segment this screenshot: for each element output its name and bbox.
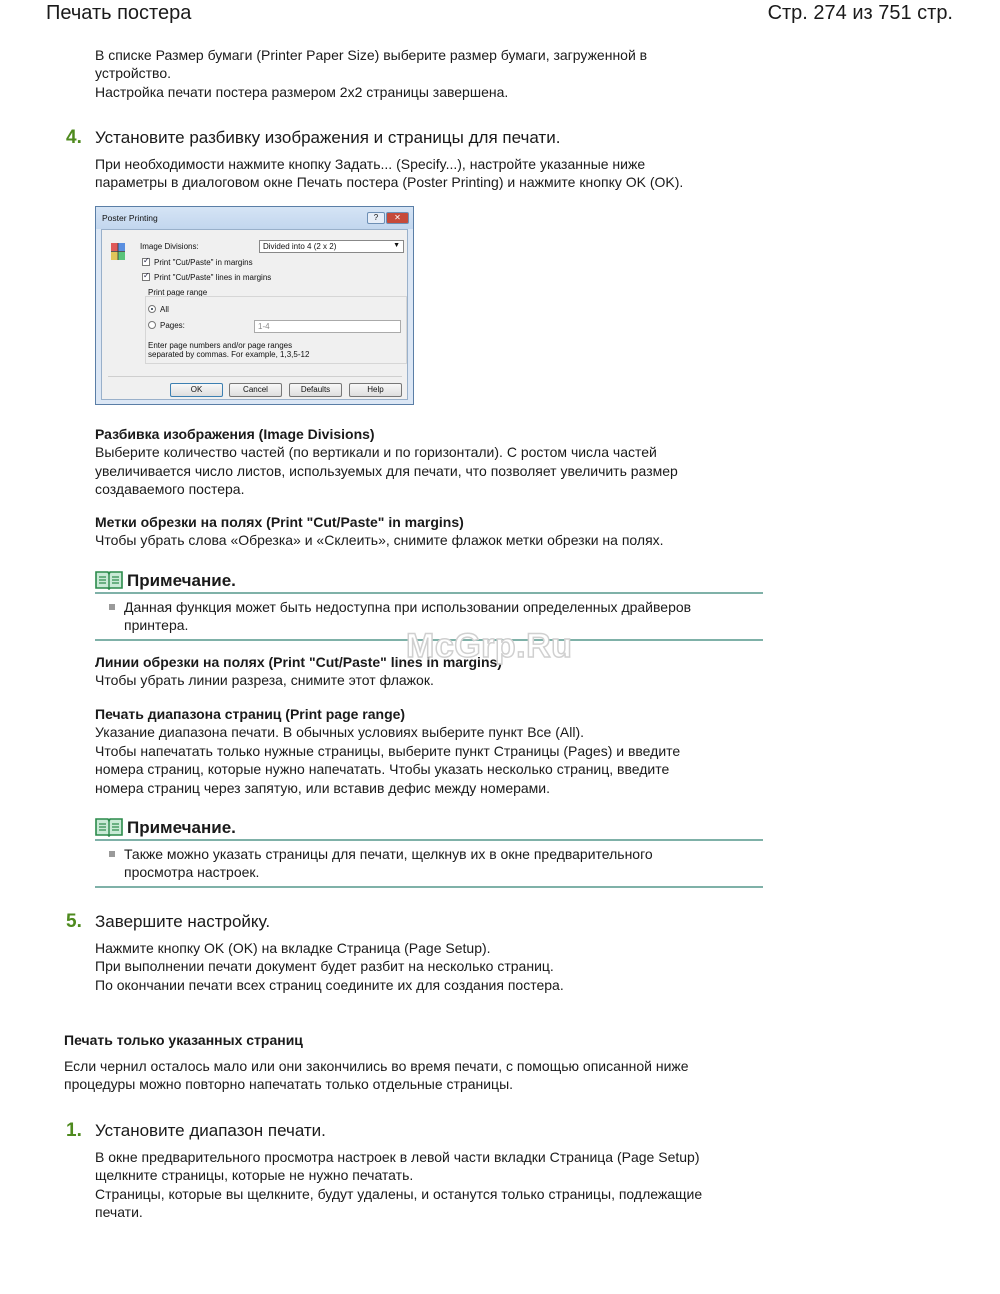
cut-paste-margins-label: Print "Cut/Paste" in margins — [154, 258, 253, 267]
hint-line: Enter page numbers and/or page ranges — [148, 341, 293, 350]
dialog-separator — [108, 376, 402, 377]
step-5-heading — [66, 911, 270, 933]
text-line: Если чернил осталось мало или они закончились во время печати, с помощью описанной ниже — [64, 1058, 689, 1074]
image-divisions-value: Divided into 4 (2 x 2) — [263, 242, 337, 251]
note-box-2 — [95, 811, 763, 888]
text-line: По окончании печати всех страниц соедините их для создания постера. — [95, 976, 564, 993]
note-title: Примечание. — [127, 571, 236, 590]
text-line: При выполнении печати документ будет разбит на несколько страниц. — [95, 958, 554, 975]
section-heading: Метки обрезки на полях (Print "Cut/Paste" in margins) — [95, 514, 464, 530]
dialog-client — [101, 229, 408, 400]
text-line: Чтобы убрать линии разреза, снимите этот флажок. — [95, 672, 434, 689]
print-page-range-label: Print page range — [148, 288, 208, 297]
text-line: устройство. — [95, 65, 172, 82]
step-title: Установите разбивку изображения и страницы для печати. — [95, 128, 561, 147]
section-title: Печать только указанных страниц — [64, 1032, 303, 1048]
text-line: Чтобы убрать слова «Обрезка» и «Склеить», снимите флажок метки обрезки на полях. — [95, 532, 664, 549]
text-line: щелкните страницы, которые не нужно печатать. — [95, 1167, 414, 1184]
chevron-down-icon: ▼ — [393, 242, 400, 249]
step-number: 1. — [66, 1120, 82, 1141]
section-heading: Разбивка изображения (Image Divisions) — [95, 426, 375, 442]
hint-line: separated by commas. For example, 1,3,5-12 — [148, 350, 310, 359]
bullet-icon — [109, 604, 115, 610]
text-line: Настройка печати постера размером 2x2 страницы завершена. — [95, 83, 509, 100]
header-title: Печать постера — [46, 2, 192, 24]
text-line: При необходимости нажмите кнопку Задать... (Specify...), настройте указанные ниже — [95, 156, 646, 172]
cancel-button[interactable]: Cancel — [229, 383, 282, 397]
pages-radio-label: Pages: — [160, 321, 185, 330]
pages-input[interactable] — [254, 320, 401, 333]
step-title: Установите диапазон печати. — [95, 1121, 326, 1140]
text-line: создаваемого постера. — [95, 481, 245, 498]
text-line: В списке Размер бумаги (Printer Paper Size) выберите размер бумаги, загруженной в — [95, 47, 648, 63]
page-counter: Стр. 274 из 751 стр. — [767, 2, 953, 24]
text-line: номера страниц, которые нужно напечатать. Чтобы указать несколько страниц, введите — [95, 761, 670, 778]
cut-paste-lines-label: Print "Cut/Paste" lines in margins — [154, 273, 272, 282]
text-line: увеличивается число листов, используемых для печати, что позволяет увеличить размер — [95, 462, 678, 479]
note-body — [95, 841, 763, 888]
step-1-text — [95, 1148, 702, 1222]
text-line: номера страниц через запятую, или вставив дефис между номерами. — [95, 779, 551, 796]
text-line: просмотра настроек. — [124, 864, 260, 881]
text-line: печати. — [95, 1204, 143, 1221]
text-line: В окне предварительного просмотра настроек в левой части вкладки Страница (Page Setup) — [95, 1149, 700, 1165]
step-number: 4. — [66, 127, 82, 148]
step-4-heading — [66, 127, 560, 149]
pages-radio[interactable] — [148, 321, 156, 329]
ok-button[interactable]: OK — [170, 383, 223, 397]
text-line: Также можно указать страницы для печати, щелкнув их в окне предварительного — [124, 846, 653, 862]
cut-paste-lines-checkbox[interactable] — [142, 273, 150, 281]
close-button[interactable]: ✕ — [386, 212, 409, 224]
help-titlebar-button[interactable]: ? — [367, 212, 385, 224]
all-radio[interactable] — [148, 305, 156, 313]
note-header — [95, 564, 763, 594]
help-button[interactable]: Help — [349, 383, 402, 397]
step-number: 5. — [66, 911, 82, 932]
text-line: Выберите количество частей (по вертикали и по горизонтали). С ростом числа частей — [95, 444, 657, 461]
book-icon — [95, 570, 123, 590]
text-line: параметры в диалоговом окне Печать постера (Poster Printing) и нажмите кнопку OK (OK). — [95, 174, 684, 191]
poster-printing-dialog — [95, 206, 414, 405]
image-divisions-label: Image Divisions: — [140, 242, 199, 251]
book-icon — [95, 817, 123, 837]
text-line: принтера. — [124, 617, 189, 634]
step-5-text — [95, 939, 564, 994]
section-2-text — [64, 1057, 689, 1094]
text-line: Страницы, которые вы щелкните, будут удалены, и останутся только страницы, подлежащие — [95, 1185, 703, 1202]
step-4-text — [95, 155, 683, 192]
text-line: Данная функция может быть недоступна при использовании определенных драйверов — [124, 599, 692, 615]
note-title: Примечание. — [127, 818, 236, 837]
bullet-icon — [109, 851, 115, 857]
text-line: процедуры можно повторно напечатать только отдельные страницы. — [64, 1076, 514, 1093]
step-title: Завершите настройку. — [95, 912, 271, 931]
note-header — [95, 811, 763, 841]
text-line: Нажмите кнопку OK (OK) на вкладке Страница (Page Setup). — [95, 940, 491, 956]
pages-input-value: 1-4 — [258, 322, 270, 331]
text-line: Чтобы напечатать только нужные страницы, выберите пункт Страницы (Pages) и введите — [95, 742, 681, 759]
image-divisions-section — [95, 425, 678, 499]
poster-icon — [111, 243, 125, 260]
text-line: Указание диапазона печати. В обычных условиях выберите пункт Все (All). — [95, 724, 585, 741]
step-1-heading — [66, 1120, 326, 1142]
cut-margins-section — [95, 513, 664, 550]
dialog-title-bar — [96, 207, 413, 229]
dialog-title: Poster Printing — [102, 213, 158, 223]
section-heading: Печать диапазона страниц (Print page range) — [95, 706, 406, 722]
intro-paragraph — [95, 46, 647, 101]
defaults-button[interactable]: Defaults — [289, 383, 342, 397]
section-heading: Линии обрезки на полях (Print "Cut/Paste" lines in margins) — [95, 654, 502, 670]
cut-paste-margins-checkbox[interactable] — [142, 258, 150, 266]
page-range-section — [95, 705, 680, 797]
image-divisions-select[interactable] — [259, 240, 404, 253]
all-radio-label: All — [160, 305, 169, 314]
watermark: McGrp.Ru — [406, 627, 573, 665]
